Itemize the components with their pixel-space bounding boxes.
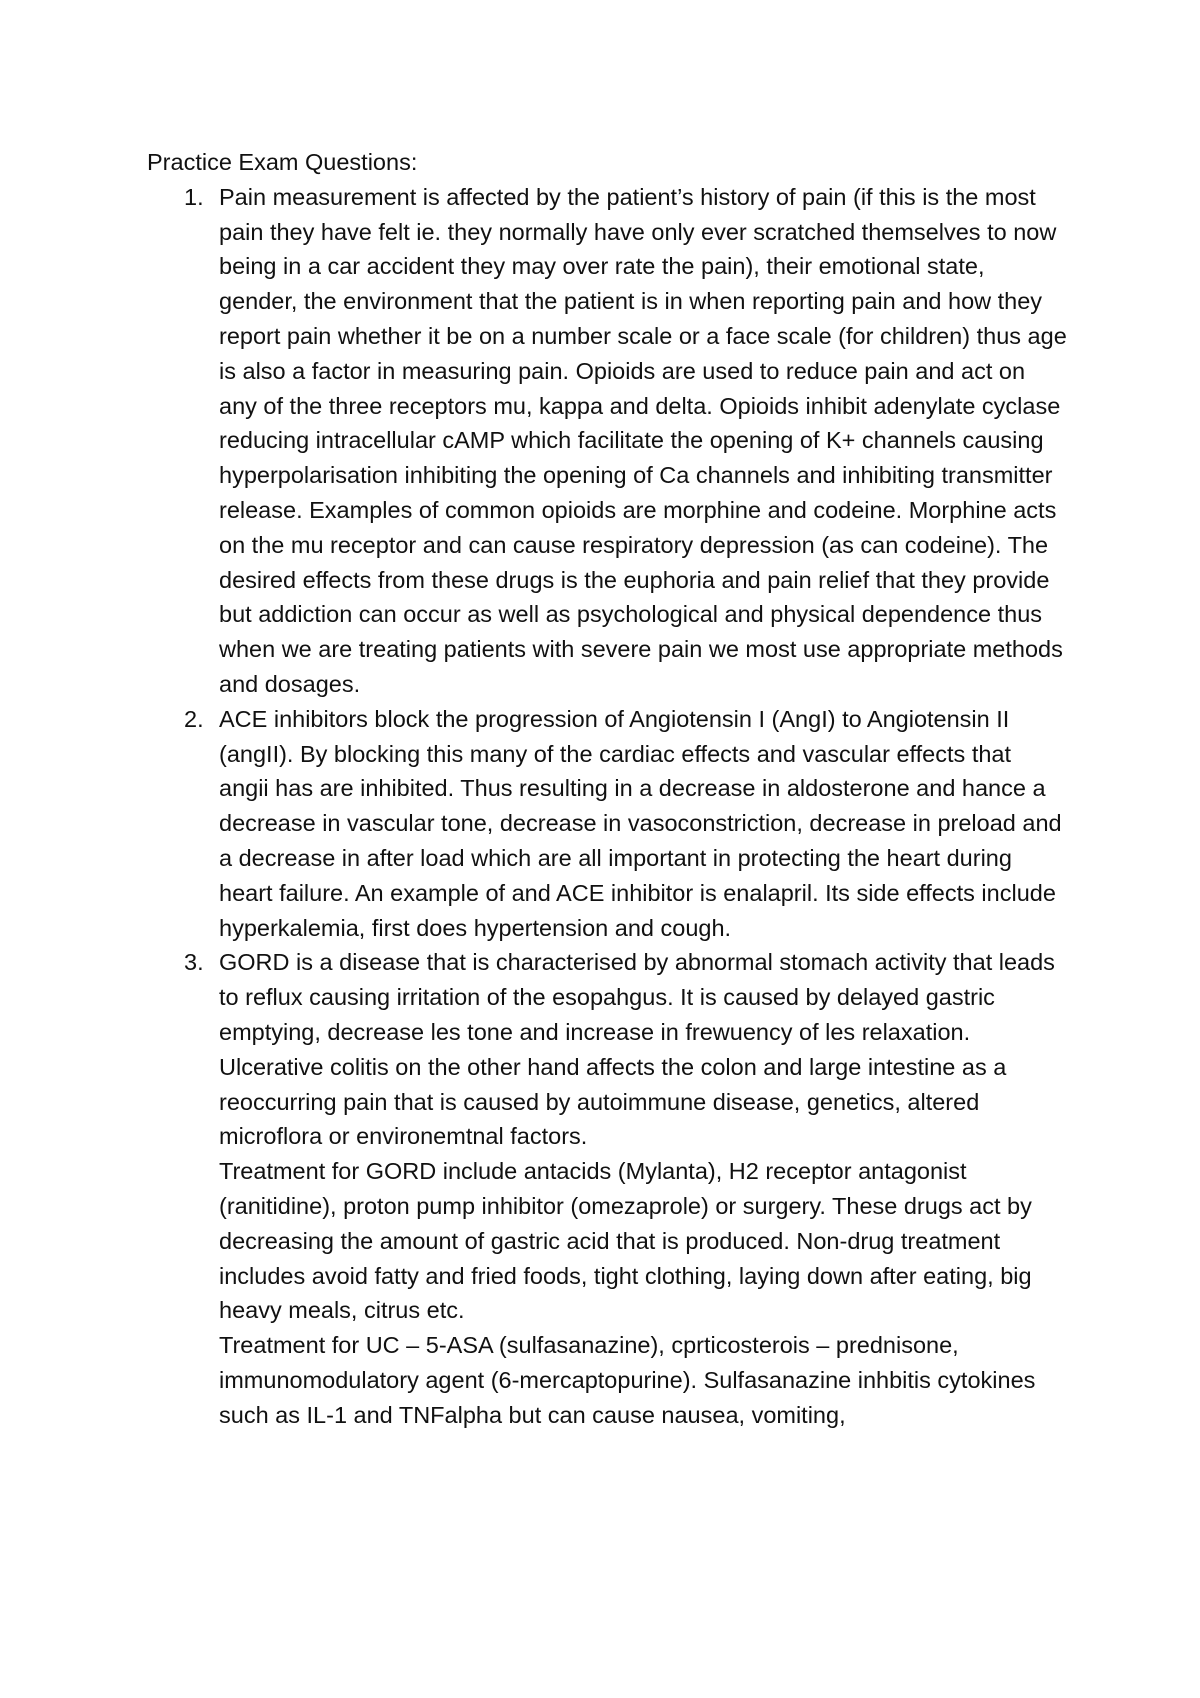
question-1-paragraph-1: Pain measurement is affected by the patient’s history of pain (if this is the most pain they have felt ie. they normally have only ever scratched themselves to now being in a car accident they may over rate the pain), their emotional state, gender, the environment that the patient is in when reporting pain and how they report pain whether it be on a number scale or a face scale (for children) thus age is also a factor in measuring pain. Opioids are used to reduce pain and act on any of the three receptors mu, kappa and delta. Opioids inhibit adenylate cyclase reducing intracellular cAMP which facilitate the opening of K+ channels causing hyperpolarisation inhibiting the opening of Ca channels and inhibiting transmitter release. Examples of common opioids are morphine and codeine. Morphine acts on the mu receptor and can cause respiratory depression (as can codeine). The desired effects from these drugs is the euphoria and pain relief that they provide but addiction can occur as well as psychological and physical dependence thus when we are treating patients with severe pain we most use appropriate methods and dosages. <box>219 183 1067 697</box>
question-number: 1. <box>184 183 204 210</box>
question-number: 2. <box>184 705 204 732</box>
question-number: 3. <box>184 949 204 976</box>
question-item-2 <box>147 702 1067 946</box>
page-title: Practice Exam Questions: <box>147 149 418 175</box>
question-3-paragraph-2: Treatment for GORD include antacids (Mylanta), H2 receptor antagonist (ranitidine), proton pump inhibitor (omezaprole) or surgery. These drugs act by decreasing the amount of gastric acid that is produced. Non-drug treatment includes avoid fatty and fried foods, tight clothing, laying down after eating, big heavy meals, citrus etc. <box>219 1158 1032 1324</box>
question-3-paragraph-1: GORD is a disease that is characterised by abnormal stomach activity that leads to reflux causing irritation of the esopahgus. It is caused by delayed gastric emptying, decrease les tone and increase in frewuency of les relaxation. Ulcerative colitis on the other hand affects the colon and large intestine as a reoccurring pain that is caused by autoimmune disease, genetics, altered microflora or environemtnal factors. <box>219 949 1055 1150</box>
question-item-1 <box>147 180 1067 702</box>
question-list <box>147 180 1067 1433</box>
question-3-paragraph-3: Treatment for UC – 5-ASA (sulfasanazine), cprticosterois – prednisone, immunomodulatory agent (6-mercaptopurine). Sulfasanazine inhbitis cytokines such as IL-1 and TNFalpha but can cause nausea, vomiting, <box>219 1332 1036 1428</box>
question-2-paragraph-1: ACE inhibitors block the progression of Angiotensin I (AngI) to Angiotensin II (angII). By blocking this many of the cardiac effects and vascular effects that angii has are inhibited. Thus resulting in a decrease in aldosterone and hance a decrease in vascular tone, decrease in vasoconstriction, decrease in preload and a decrease in after load which are all important in protecting the heart during heart failure. An example of and ACE inhibitor is enalapril. Its side effects include hyperkalemia, first does hypertension and cough. <box>219 705 1062 941</box>
question-item-3 <box>147 945 1067 1432</box>
document-body <box>147 145 1067 1432</box>
